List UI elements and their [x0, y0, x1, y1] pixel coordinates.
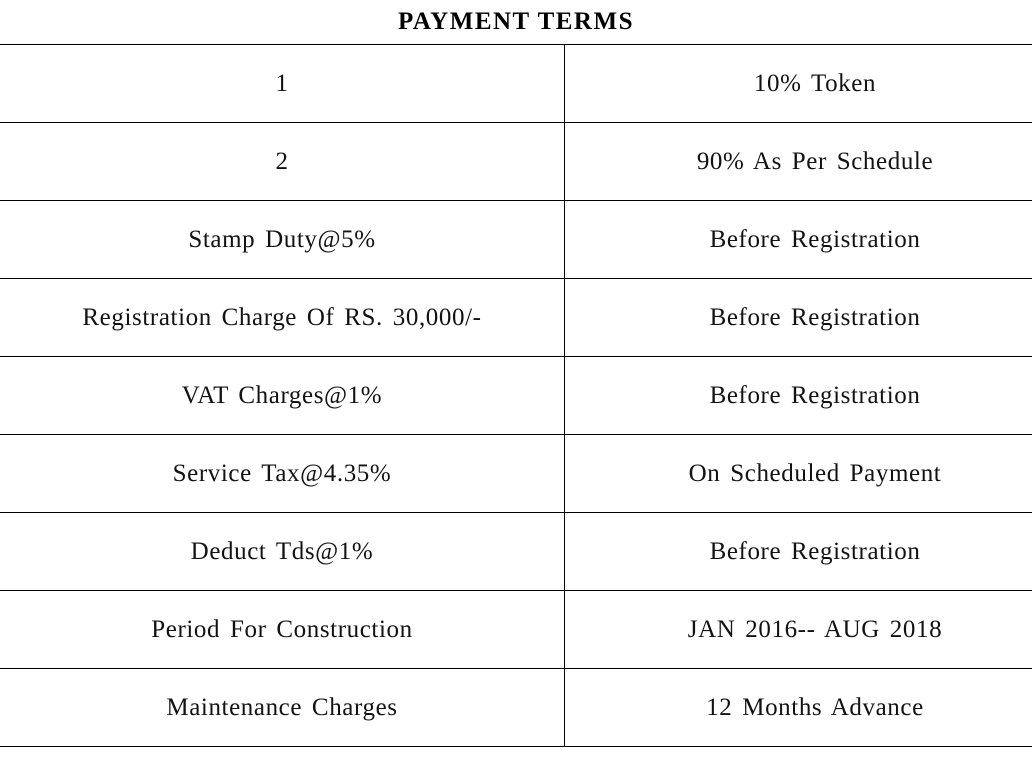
table-body — [0, 45, 1032, 747]
term-value-cell: Before Registration — [565, 513, 1032, 591]
table-row — [0, 201, 1032, 279]
term-value-cell: 12 Months Advance — [565, 669, 1032, 747]
table-row — [0, 357, 1032, 435]
payment-terms-table — [0, 44, 1032, 747]
table-row — [0, 591, 1032, 669]
term-value-cell: On Scheduled Payment — [565, 435, 1032, 513]
term-value-cell: Before Registration — [565, 279, 1032, 357]
table-row — [0, 45, 1032, 123]
term-item-cell: Registration Charge Of RS. 30,000/- — [0, 279, 565, 357]
term-item-cell: Period For Construction — [0, 591, 565, 669]
table-row — [0, 513, 1032, 591]
term-item-cell: 2 — [0, 123, 565, 201]
term-value-cell: Before Registration — [565, 357, 1032, 435]
term-item-cell: Deduct Tds@1% — [0, 513, 565, 591]
page-title: PAYMENT TERMS — [398, 8, 634, 35]
term-item-cell: 1 — [0, 45, 565, 123]
term-item-cell: Maintenance Charges — [0, 669, 565, 747]
term-value-cell: 10% Token — [565, 45, 1032, 123]
table-row — [0, 669, 1032, 747]
term-item-cell: Stamp Duty@5% — [0, 201, 565, 279]
table-row — [0, 279, 1032, 357]
term-item-cell: Service Tax@4.35% — [0, 435, 565, 513]
table-row — [0, 435, 1032, 513]
term-value-cell: JAN 2016-- AUG 2018 — [565, 591, 1032, 669]
term-value-cell: Before Registration — [565, 201, 1032, 279]
table-row — [0, 123, 1032, 201]
term-value-cell: 90% As Per Schedule — [565, 123, 1032, 201]
term-item-cell: VAT Charges@1% — [0, 357, 565, 435]
